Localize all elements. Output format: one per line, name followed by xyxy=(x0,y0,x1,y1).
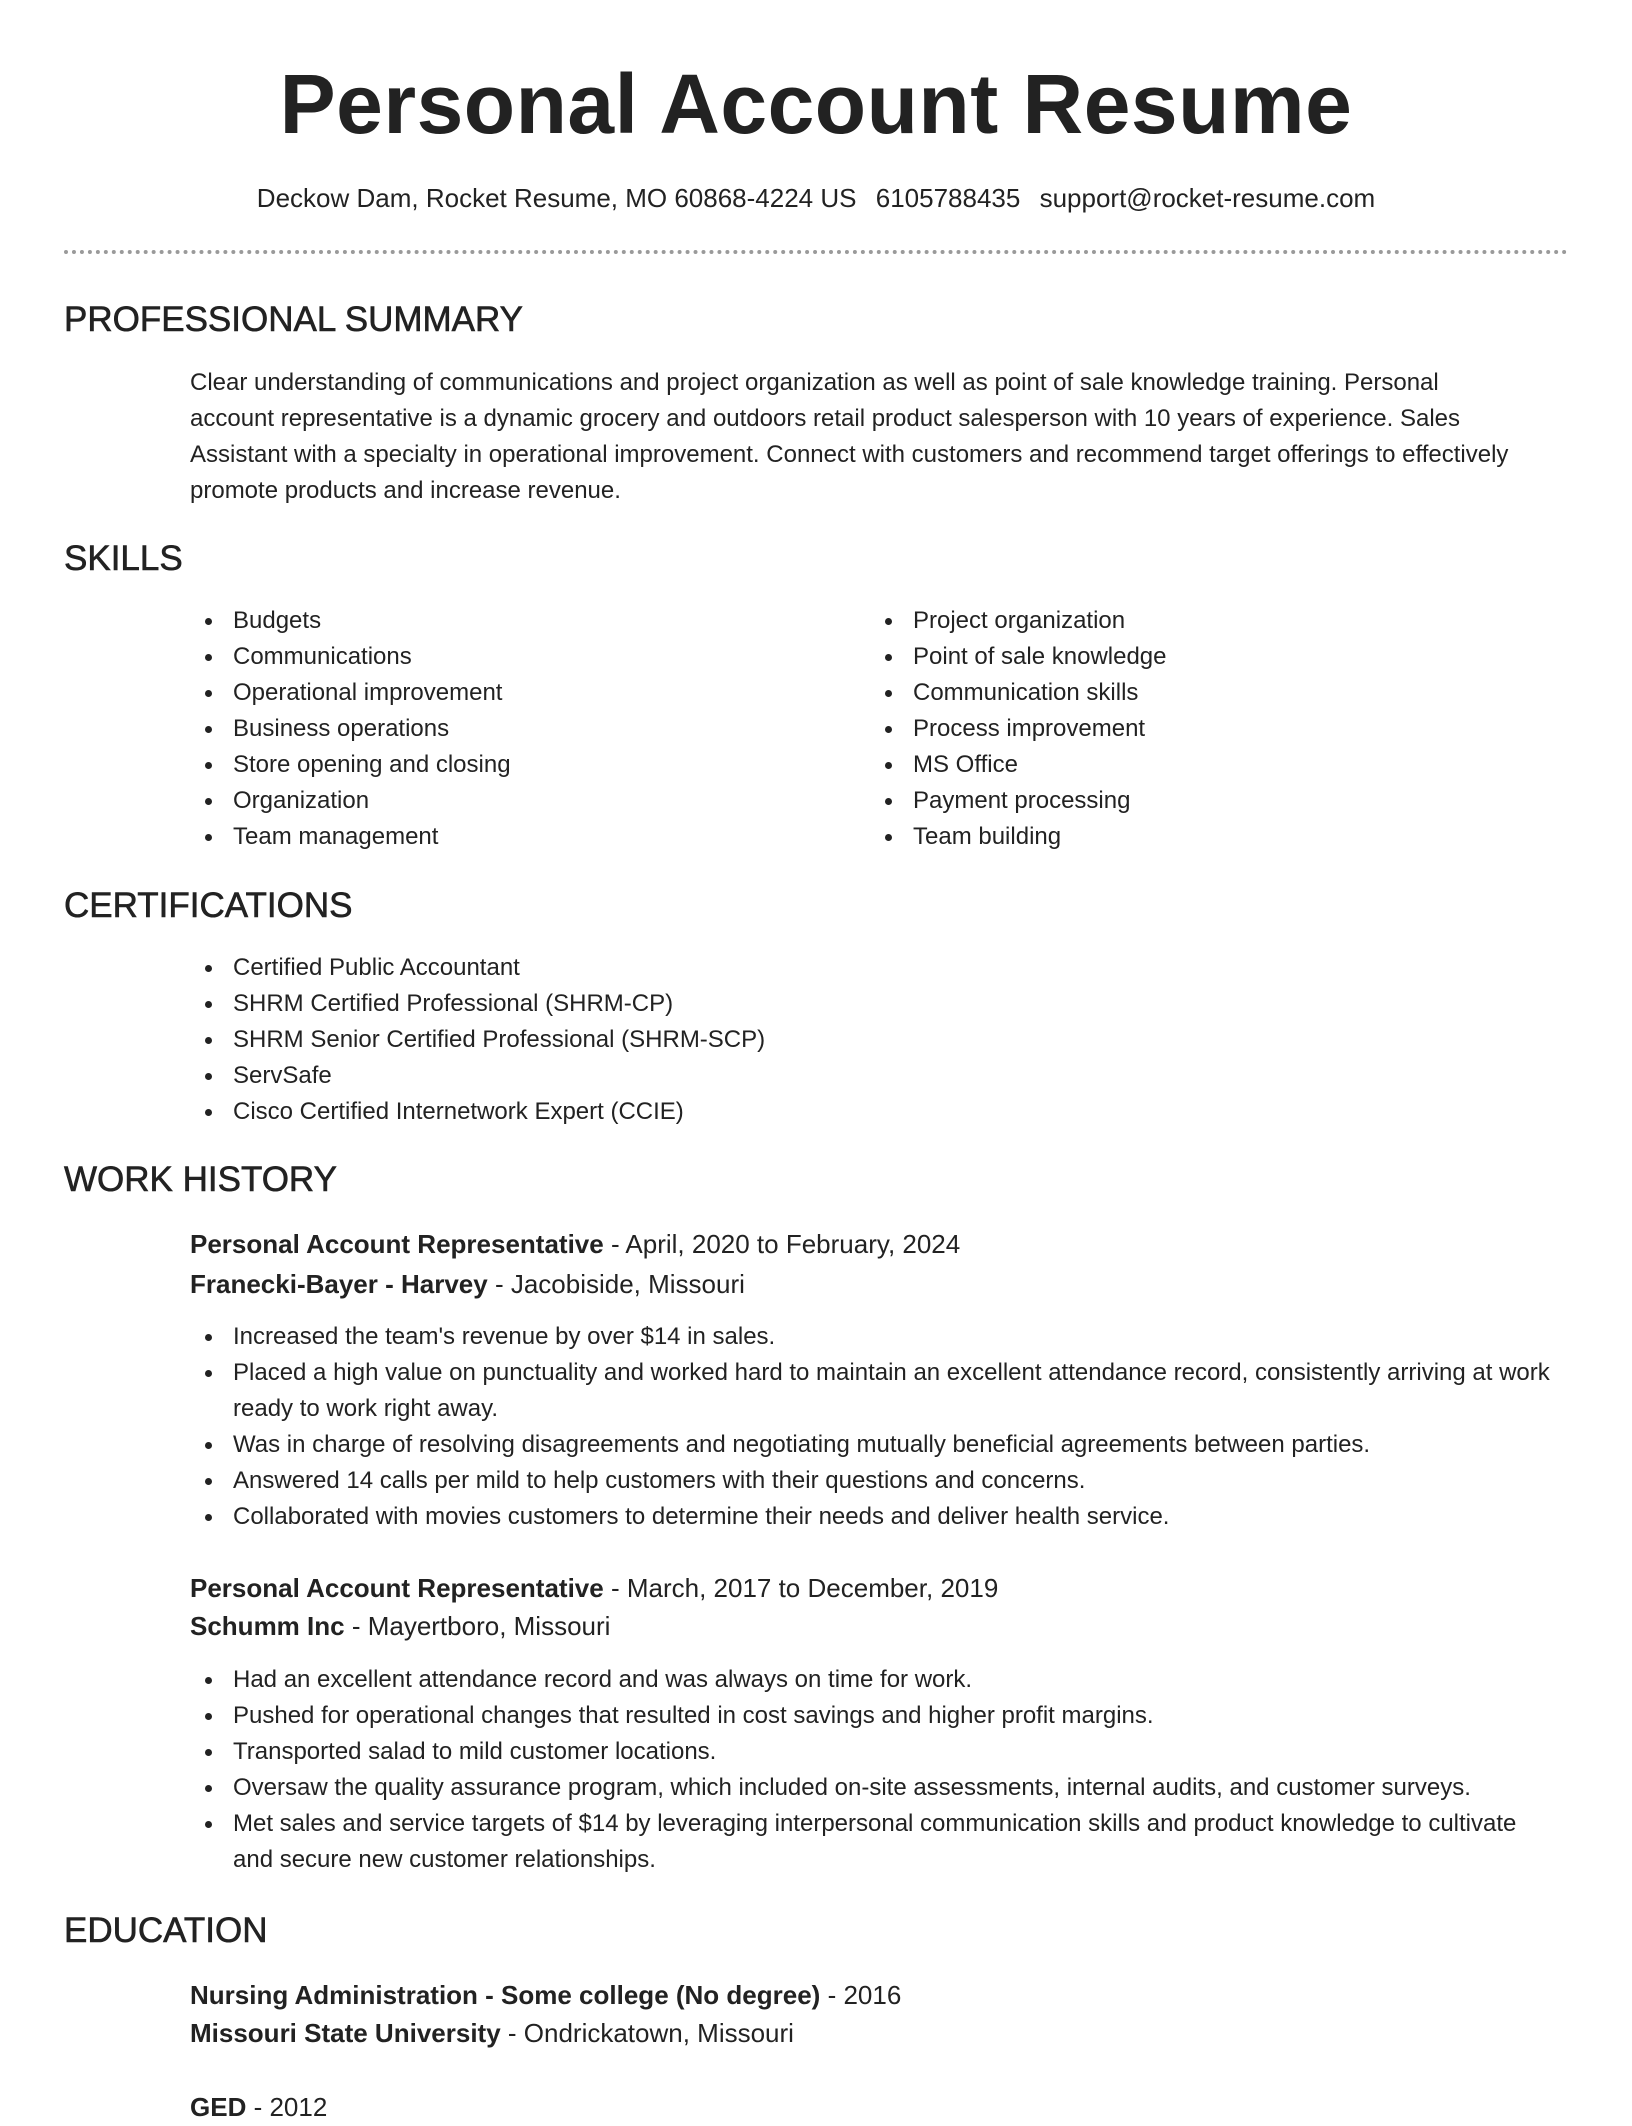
education-degree-line xyxy=(190,2088,327,2126)
skill-item: Team management xyxy=(190,819,830,855)
job-title-line xyxy=(190,1225,960,1263)
job-title: Personal Account Representative xyxy=(190,1229,604,1259)
job-bullet: Was in charge of resolving disagreements and negotiating mutually beneficial agreements between parties. xyxy=(190,1427,1550,1463)
education-year: - 2012 xyxy=(246,2092,328,2122)
skill-item: Team building xyxy=(870,819,1510,855)
skill-item: Organization xyxy=(190,783,830,819)
job-company: Schumm Inc xyxy=(190,1611,345,1641)
job-bullet: Pushed for operational changes that resulted in cost savings and higher profit margins. xyxy=(190,1698,1550,1734)
education-school-line xyxy=(190,2014,794,2052)
summary-text: Clear understanding of communications and project organization as well as point of sale knowledge training. Personal account representative is a dynamic grocery and outdoors retail product salesperson with 10 years of experience. Sales Assistant with a specialty in operational improvement. Connect with customers and recommend target offerings to effectively promote products and increase revenue. xyxy=(190,369,1509,504)
skill-item: Point of sale knowledge xyxy=(870,639,1510,675)
job-bullet: Met sales and service targets of $14 by leveraging interpersonal communication skills and product knowledge to cultivate and secure new customer relationships. xyxy=(190,1806,1550,1878)
skills-heading: SKILLS xyxy=(64,539,183,578)
skill-item: Operational improvement xyxy=(190,675,830,711)
job-dates: - March, 2017 to December, 2019 xyxy=(603,1573,999,1603)
skills-list-right xyxy=(870,603,1510,855)
skill-item: Communications xyxy=(190,639,830,675)
skill-item: Store opening and closing xyxy=(190,747,830,783)
address: Deckow Dam, Rocket Resume, MO 60868-4224 US xyxy=(256,183,857,213)
job-bullet: Placed a high value on punctuality and worked hard to maintain an excellent attendance record, consistently arriving at work ready to work right away. xyxy=(190,1355,1550,1427)
resume-title: Personal Account Resume xyxy=(279,57,1353,151)
job-location: - Mayertboro, Missouri xyxy=(344,1611,611,1641)
skill-item: Process improvement xyxy=(870,711,1510,747)
phone: 6105788435 xyxy=(875,183,1021,213)
skill-item: Payment processing xyxy=(870,783,1510,819)
job-bullet: Collaborated with movies customers to determine their needs and deliver health service. xyxy=(190,1499,1550,1535)
email: support@rocket-resume.com xyxy=(1039,183,1376,213)
job-location: - Jacobiside, Missouri xyxy=(487,1269,745,1299)
certification-item: SHRM Certified Professional (SHRM-CP) xyxy=(190,986,1520,1022)
skill-item: Budgets xyxy=(190,603,830,639)
education-year: - 2016 xyxy=(820,1980,902,2010)
job-company-line xyxy=(190,1265,745,1303)
job-company-line xyxy=(190,1607,610,1645)
job-title: Personal Account Representative xyxy=(190,1573,604,1603)
job-bullet: Answered 14 calls per mild to help customers with their questions and concerns. xyxy=(190,1463,1550,1499)
certification-item: SHRM Senior Certified Professional (SHRM-SCP) xyxy=(190,1022,1520,1058)
certification-item: ServSafe xyxy=(190,1058,1520,1094)
certification-item: Certified Public Accountant xyxy=(190,950,1520,986)
certification-item: Cisco Certified Internetwork Expert (CCIE) xyxy=(190,1094,1520,1130)
header-divider xyxy=(64,250,1568,254)
job-dates: - April, 2020 to February, 2024 xyxy=(603,1229,961,1259)
certifications-list xyxy=(190,950,1520,1130)
job-company: Franecki-Bayer - Harvey xyxy=(190,1269,488,1299)
contact-line xyxy=(0,180,1632,216)
education-school: Missouri State University xyxy=(190,2018,501,2048)
skill-item: Business operations xyxy=(190,711,830,747)
education-degree: Nursing Administration - Some college (No degree) xyxy=(190,1980,821,2010)
education-heading: EDUCATION xyxy=(64,1911,268,1950)
job-bullet: Had an excellent attendance record and was always on time for work. xyxy=(190,1662,1550,1698)
job-title-line xyxy=(190,1569,998,1607)
job-bullets xyxy=(190,1662,1550,1878)
education-location: - Ondrickatown, Missouri xyxy=(500,2018,794,2048)
skill-item: MS Office xyxy=(870,747,1510,783)
job-bullet: Transported salad to mild customer locations. xyxy=(190,1734,1550,1770)
skill-item: Communication skills xyxy=(870,675,1510,711)
job-bullet: Oversaw the quality assurance program, which included on-site assessments, internal audits, and customer surveys. xyxy=(190,1770,1550,1806)
education-degree-line xyxy=(190,1976,901,2014)
job-bullets xyxy=(190,1319,1550,1535)
work-history-heading: WORK HISTORY xyxy=(64,1160,337,1199)
job-bullet: Increased the team's revenue by over $14 in sales. xyxy=(190,1319,1550,1355)
skill-item: Project organization xyxy=(870,603,1510,639)
certifications-heading: CERTIFICATIONS xyxy=(64,886,353,925)
education-degree: GED xyxy=(190,2092,247,2122)
summary-heading: PROFESSIONAL SUMMARY xyxy=(64,300,523,339)
skills-list-left xyxy=(190,603,830,855)
